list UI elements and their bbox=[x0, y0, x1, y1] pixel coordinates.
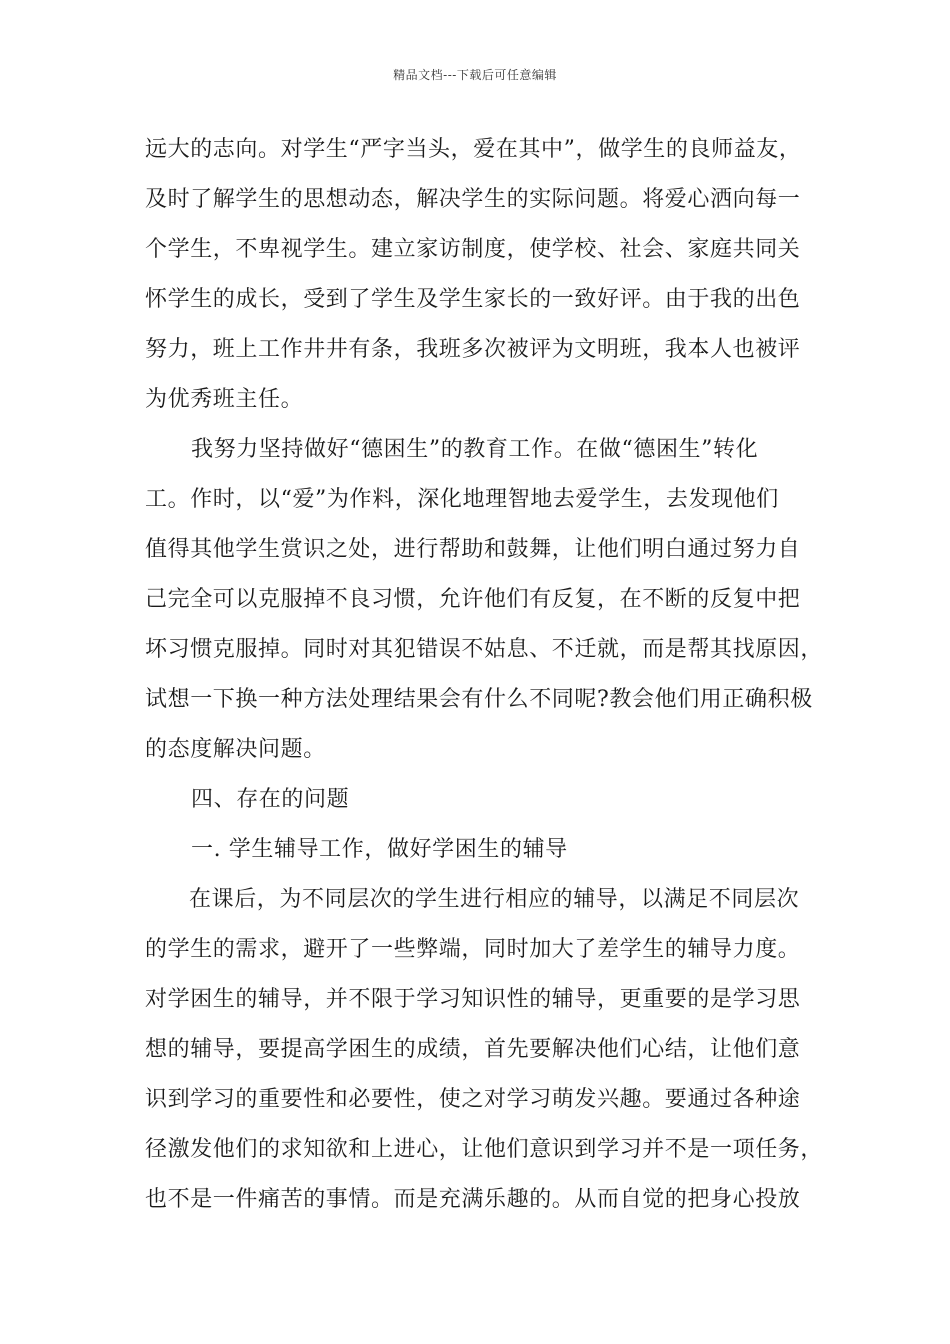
text-line: 怀学生的成长，受到了学生及学生家长的一致好评。由于我的出色 bbox=[145, 287, 801, 312]
text-line: 个学生，不卑视学生。建立家访制度，使学校、社会、家庭共同关 bbox=[145, 237, 801, 262]
text-line: 想的辅导，要提高学困生的成绩，首先要解决他们心结，让他们意 bbox=[145, 1037, 801, 1062]
text-line: 为优秀班主任。 bbox=[145, 387, 304, 412]
text-line: 试想一下换一种方法处理结果会有什么不同呢?教会他们用正确积极 bbox=[145, 687, 813, 712]
body-text bbox=[145, 125, 824, 1225]
text-line: 坏习惯克服掉。同时对其犯错误不姑息、不迁就，而是帮其找原因， bbox=[145, 637, 824, 662]
text-line: 努力，班上工作井井有条，我班多次被评为文明班，我本人也被评 bbox=[145, 337, 801, 362]
text-line: 的学生的需求，避开了一些弊端，同时加大了差学生的辅导力度。 bbox=[145, 937, 801, 962]
paragraph-start: 我努力坚持做好“德困生”的教育工作。在做“德困生”转化 bbox=[191, 437, 759, 462]
text-line: 值得其他学生赏识之处，进行帮助和鼓舞，让他们明白通过努力自 bbox=[145, 537, 801, 562]
subsection-heading: 一. 学生辅导工作，做好学困生的辅导 bbox=[191, 837, 568, 862]
text-line: 的态度解决问题。 bbox=[145, 737, 326, 762]
text-line: 工。作时，以“爱”为作料，深化地理智地去爱学生，去发现他们 bbox=[145, 487, 779, 512]
text-line: 及时了解学生的思想动态，解决学生的实际问题。将爱心洒向每一 bbox=[145, 187, 801, 212]
text-line: 径激发他们的求知欲和上进心，让他们意识到学习并不是一项任务， bbox=[145, 1137, 824, 1162]
text-line: 也不是一件痛苦的事情。而是充满乐趣的。从而自觉的把身心投放 bbox=[145, 1187, 801, 1212]
text-line: 远大的志向。对学生“严字当头，爱在其中”，做学生的良师益友， bbox=[145, 137, 802, 162]
text-line: 对学困生的辅导，并不限于学习知识性的辅导，更重要的是学习思 bbox=[145, 987, 801, 1012]
paragraph-start: 在课后，为不同层次的学生进行相应的辅导，以满足不同层次 bbox=[189, 887, 800, 912]
text-line: 己完全可以克服掉不良习惯，允许他们有反复，在不断的反复中把 bbox=[145, 587, 801, 612]
section-heading: 四、存在的问题 bbox=[191, 787, 350, 812]
text-line: 识到学习的重要性和必要性，使之对学习萌发兴趣。要通过各种途 bbox=[145, 1087, 801, 1112]
page-header: 精品文档---下载后可任意编辑 bbox=[393, 68, 557, 82]
